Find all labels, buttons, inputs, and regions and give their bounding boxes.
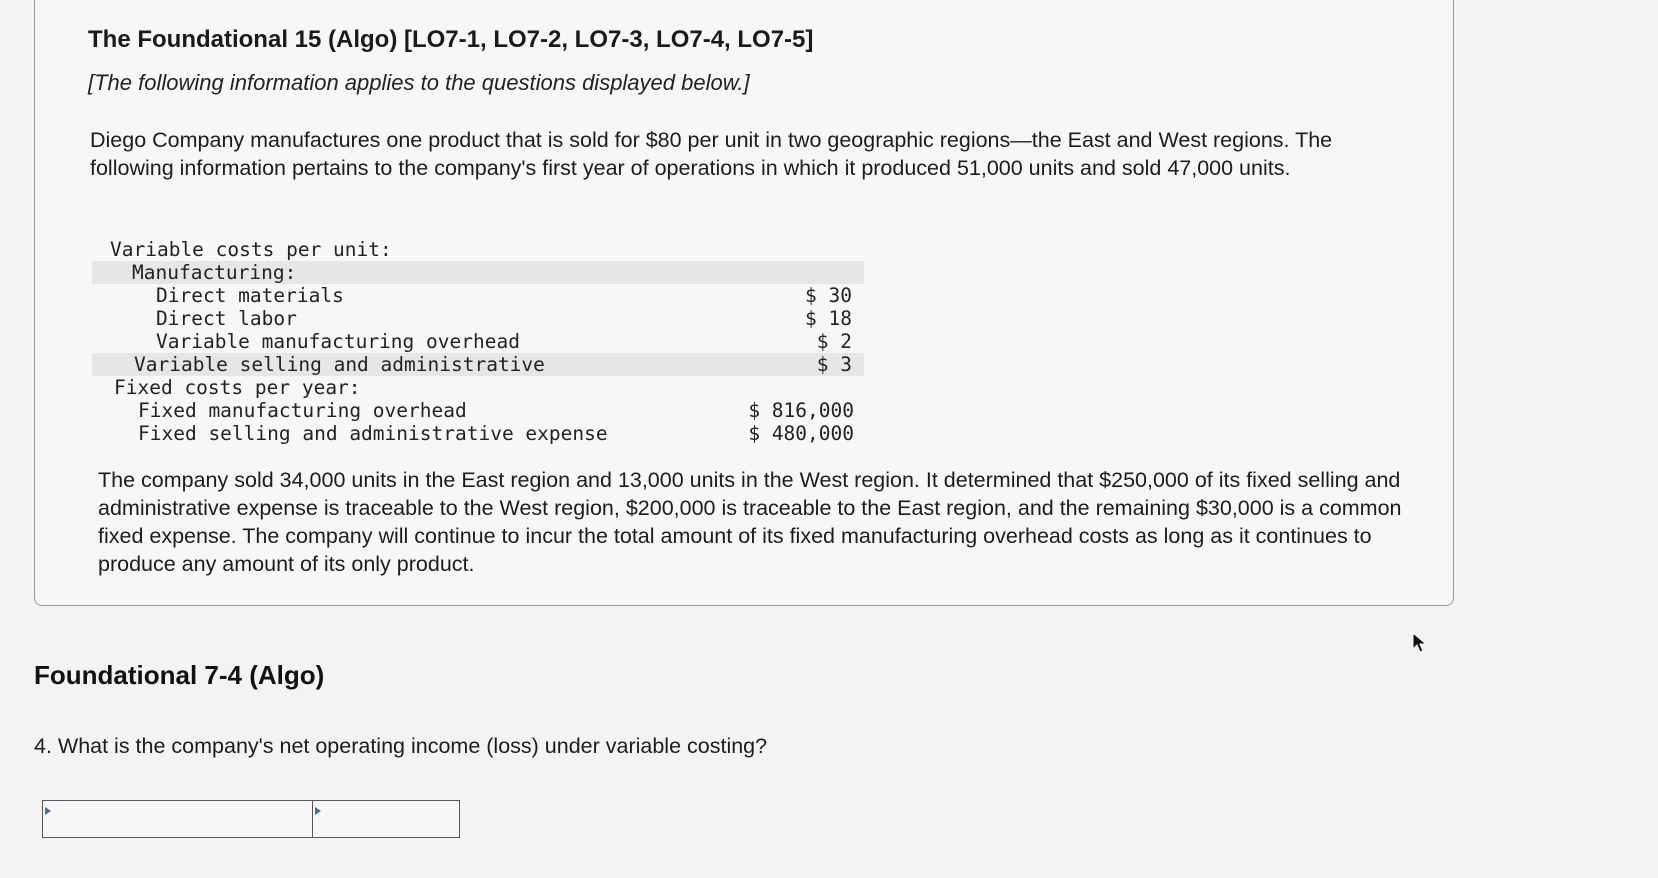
manufacturing-header: Manufacturing:	[132, 261, 297, 284]
answer-label-input[interactable]	[43, 801, 313, 837]
fixed-overhead-value: $ 816,000	[748, 399, 854, 422]
problem-paragraph-1: Diego Company manufactures one product that is sold for $80 per unit in two geographic regions—the East and West regions. The following information pertains to the company's first year of operations in which it produced 51,000 units and sold 47,000 units.	[90, 128, 1333, 180]
blue-triangle-marker-icon	[315, 807, 321, 815]
mouse-pointer-icon	[1411, 632, 1429, 654]
fixed-selling-label: Fixed selling and administrative expense	[138, 422, 608, 445]
cost-row-fixed-selling	[92, 422, 864, 445]
section-title: Foundational 7-4 (Algo)	[34, 660, 325, 690]
fixed-overhead-label: Fixed manufacturing overhead	[138, 399, 467, 422]
variable-selling-value: $ 3	[816, 353, 852, 376]
cost-row-variable-overhead	[92, 330, 864, 353]
cost-row-variable-selling	[92, 353, 864, 376]
variable-overhead-value: $ 2	[816, 330, 852, 353]
variable-selling-label: Variable selling and administrative	[134, 353, 545, 376]
variable-costs-header: Variable costs per unit:	[110, 238, 392, 261]
answer-row	[42, 800, 460, 838]
blue-triangle-marker-icon	[45, 807, 51, 815]
cost-row-direct-materials	[92, 284, 864, 307]
cost-row-variable-header	[92, 238, 864, 261]
cost-row-manufacturing-header	[92, 261, 864, 284]
cost-row-fixed-header	[92, 376, 864, 399]
problem-intro: [The following information applies to the questions displayed below.]	[88, 70, 750, 95]
direct-labor-label: Direct labor	[156, 307, 297, 330]
answer-amount-input[interactable]	[313, 801, 459, 837]
variable-overhead-label: Variable manufacturing overhead	[156, 330, 520, 353]
direct-materials-label: Direct materials	[156, 284, 344, 307]
cost-table	[92, 238, 864, 445]
direct-labor-value: $ 18	[805, 307, 852, 330]
problem-paragraph-2: The company sold 34,000 units in the East region and 13,000 units in the West region. It determined that $250,000 of its fixed selling and administrative expense is traceable to the West region, $200,000 is traceable to the East region, and the remaining $30,000 is a common fixed expense. The company will continue to incur the total amount of its fixed manufacturing overhead costs as long as it continues to produce any amount of its only product.	[98, 468, 1402, 576]
problem-title: The Foundational 15 (Algo) [LO7-1, LO7-2, LO7-3, LO7-4, LO7-5]	[88, 26, 814, 53]
question-text: 4. What is the company's net operating income (loss) under variable costing?	[34, 734, 768, 758]
fixed-selling-value: $ 480,000	[748, 422, 854, 445]
cost-row-direct-labor	[92, 307, 864, 330]
fixed-costs-header: Fixed costs per year:	[114, 376, 361, 399]
direct-materials-value: $ 30	[805, 284, 852, 307]
cost-row-fixed-overhead	[92, 399, 864, 422]
